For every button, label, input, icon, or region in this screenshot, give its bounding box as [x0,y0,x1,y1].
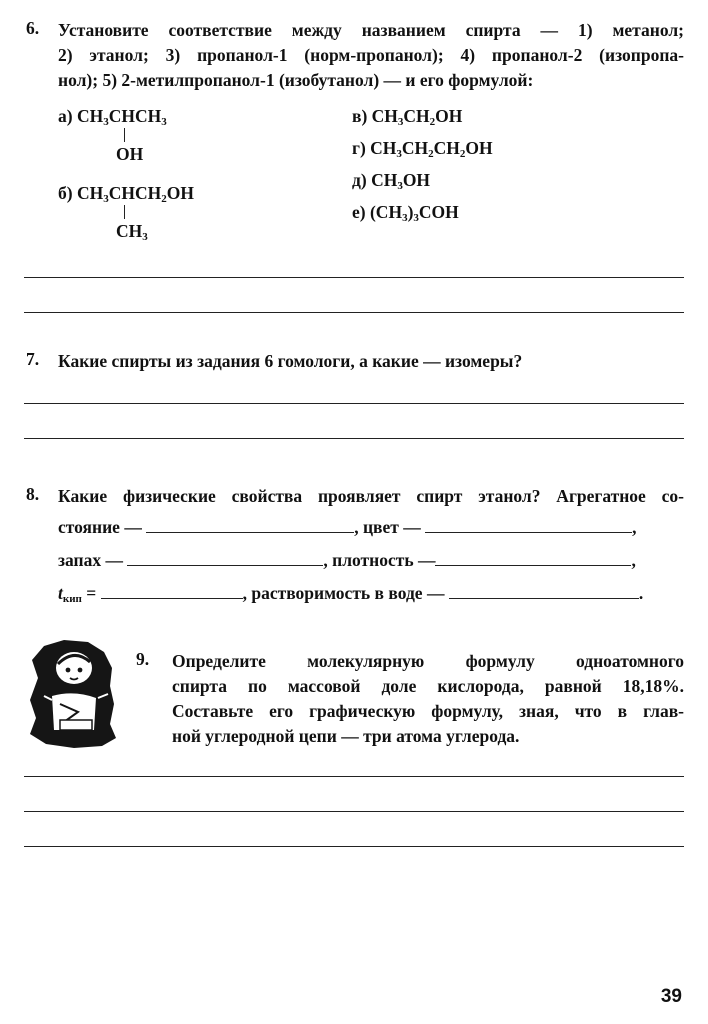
formula-b-label: б) [58,183,73,203]
solubility-answer-field[interactable] [449,584,639,599]
formula-a-bond [124,128,125,142]
task-8-row-boiling-solubility: $t_{кип}$ = , растворимость в воде — . [58,583,644,605]
thinking-student-icon [24,638,128,750]
task-6-line-2: 2) этанол; 3) пропанол-1 (норм-пропанол); 4) пропанол-2 (изопропа- [58,45,684,65]
formula-b-methyl: $CH_3$ [116,221,148,243]
task-8-line-1: Какие физические свойства проявляет спирт этанол? Агрегатное со- [58,486,684,506]
page-number: 39 [660,986,682,1007]
task-6-line-1: Установите соответствие между названием спирта — 1) метанол; [58,20,684,40]
formula-b [58,183,194,204]
task-9-number: 9. [136,649,150,669]
boiling-temp-label: $t_{кип}$ [58,583,82,605]
formula-a [58,106,167,127]
formula-a-label: а) [58,106,73,126]
smell-answer-field[interactable] [127,551,323,566]
task-9-line-2: спирта по массовой доле кислорода, равной 18,18%. [172,676,684,696]
task-8-row-state-color: стояние — , цвет — , [58,517,637,537]
formula-a-chain: $CH_3CHCH_3$ [76,106,167,128]
task-6-answer-line[interactable] [24,312,684,313]
formula-d: д) $CH_3OH$ [352,170,431,192]
task-6-line-3: нол); 5) 2-метилпропанол-1 (изобутанол) — и его формулой: [58,70,534,90]
task-9-answer-line[interactable] [24,811,684,812]
formula-b-chain: $CH_3CHCH_2OH$ [76,183,194,205]
density-answer-field[interactable] [435,551,631,566]
state-answer-field[interactable] [146,518,354,533]
task-6-number: 6. [26,18,40,38]
task-9-line-3: Составьте его графическую формулу, зная, что в глав- [172,701,684,721]
task-8-number: 8. [26,484,40,504]
smell-label: запах — [58,550,124,570]
task-7-answer-line[interactable] [24,438,684,439]
formula-g: г) $CH_3CH_2CH_2OH$ [352,138,493,160]
formula-e: е) $(CH_3)_3COH$ [352,202,459,224]
boiling-temp-answer-field[interactable] [101,584,243,599]
task-7-answer-line[interactable] [24,403,684,404]
color-answer-field[interactable] [425,518,632,533]
formula-a-oh: OH [116,144,144,164]
task-7-text: Какие спирты из задания 6 гомологи, а какие — изомеры? [58,351,523,371]
solubility-label: , растворимость в воде — [242,583,445,603]
task-9-answer-line[interactable] [24,776,684,777]
task-6-answer-line[interactable] [24,277,684,278]
density-label: , плотность — [323,550,436,570]
task-8-row-smell-density: запах — , плотность — , [58,550,636,570]
task-7-number: 7. [26,349,40,369]
state-label: стояние — [58,517,142,537]
formula-b-bond [124,205,125,219]
task-9-line-4: ной углеродной цепи — три атома углерода. [172,726,520,746]
task-9-answer-line[interactable] [24,846,684,847]
task-9-line-1: Определите молекулярную формулу одноатомного [172,651,684,671]
formula-v: в) $CH_3CH_2OH$ [352,106,463,128]
color-label: , цвет — [354,517,421,537]
